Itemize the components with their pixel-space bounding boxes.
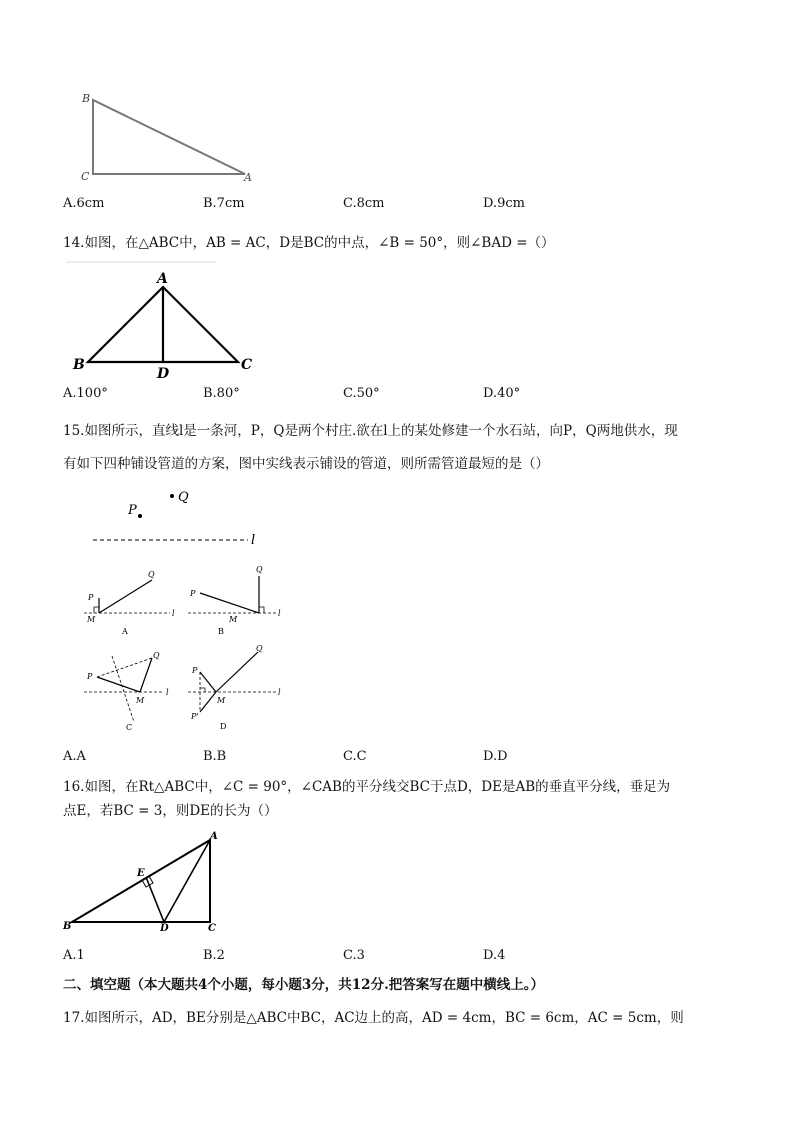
q14-option-c[interactable]: C.50° [343, 386, 380, 401]
q14-option-b[interactable]: B.80° [203, 386, 240, 401]
q16-label-b: B [63, 921, 72, 932]
q17-stem: 17.如图所示，AD，BE分别是△ABC中BC，AC边上的高，AD = 4cm，BC = 6cm，AC = 5cm，则 [63, 1010, 684, 1026]
q15-d-p-prime: P' [191, 712, 199, 721]
q13-label-c: C [81, 170, 90, 183]
q16-stem-line2: 点E，若BC = 3，则DE的长为（） [63, 803, 278, 819]
q13-option-b[interactable]: B.7cm [203, 196, 245, 211]
q15-option-a[interactable]: A.A [63, 749, 86, 764]
q15-plan-a [82, 565, 182, 640]
q15-plan-b [186, 562, 291, 640]
q15-c-m: M [136, 696, 145, 705]
q15-plan-d [186, 642, 291, 734]
q15-b-caption: B [218, 627, 224, 636]
q15-d-p: P [192, 666, 198, 675]
q15-c-q: Q [153, 651, 160, 660]
q13-figure [78, 88, 258, 188]
q15-c-p: P [87, 672, 93, 681]
q16-label-e: E [137, 868, 145, 879]
q15-d-q: Q [256, 644, 263, 653]
q16-option-d[interactable]: D.4 [483, 948, 506, 963]
q15-b-l: l [278, 609, 281, 618]
q16-option-b[interactable]: B.2 [203, 948, 225, 963]
q15-option-c[interactable]: C.C [343, 749, 367, 764]
q16-label-a: A [210, 831, 218, 842]
q15-stem-line2: 有如下四种铺设管道的方案，图中实线表示铺设的管道，则所需管道最短的是（） [63, 456, 549, 472]
q15-main-label-p: P [128, 503, 137, 518]
q15-main-label-l: l [251, 533, 256, 548]
q16-stem-line1: 16.如图，在Rt△ABC中，∠C = 90°，∠CAB的平分线交BC于点D，DE是AB的垂直平分线，垂足为 [63, 779, 671, 795]
q14-option-a[interactable]: A.100° [63, 386, 108, 401]
q15-d-m: M [217, 696, 226, 705]
q16-label-d: D [160, 923, 169, 934]
q16-option-c[interactable]: C.3 [343, 948, 365, 963]
q16-option-a[interactable]: A.1 [63, 948, 85, 963]
q15-option-d[interactable]: D.D [483, 749, 508, 764]
q13-label-a: A [244, 171, 252, 184]
q15-b-p: P [190, 589, 196, 598]
q15-b-m: M [229, 615, 238, 624]
q15-stem-line1: 15.如图所示，直线l是一条河，P，Q是两个村庄.欲在l上的某处修建一个水石站，向P，Q两地供水，现 [63, 423, 678, 439]
q14-option-d[interactable]: D.40° [483, 386, 521, 401]
q14-label-a: A [157, 271, 168, 287]
q15-a-p: P [88, 593, 94, 602]
q13-option-c[interactable]: C.8cm [343, 196, 385, 211]
section2-heading: 二、填空题（本大题共4个小题，每小题3分，共12分.把答案写在题中横线上。） [63, 977, 545, 993]
q13-option-a[interactable]: A.6cm [63, 196, 105, 211]
q13-option-d[interactable]: D.9cm [483, 196, 525, 211]
q15-plan-c [82, 648, 182, 734]
q15-main-figure [88, 484, 278, 550]
q14-label-c: C [241, 357, 253, 373]
q16-label-c: C [208, 923, 216, 934]
q16-figure [60, 825, 235, 937]
q15-c-l: l [166, 688, 169, 697]
q15-a-l: l [172, 609, 175, 618]
q15-a-caption: A [122, 627, 128, 636]
q15-d-l: l [278, 688, 281, 697]
q13-label-b: B [82, 92, 91, 105]
q14-label-b: B [73, 357, 85, 373]
q14-stem: 14.如图，在△ABC中，AB = AC，D是BC的中点，∠B = 50°，则∠BAD =（） [63, 235, 555, 251]
q15-a-m: M [87, 615, 96, 624]
q15-d-caption: D [220, 722, 227, 731]
q15-main-label-q: Q [178, 490, 189, 505]
q15-a-q: Q [148, 570, 155, 579]
q14-label-d: D [157, 366, 170, 382]
q14-figure [66, 262, 266, 380]
q15-option-b[interactable]: B.B [203, 749, 227, 764]
q15-b-q: Q [256, 565, 263, 574]
q15-c-caption: C [126, 723, 133, 732]
